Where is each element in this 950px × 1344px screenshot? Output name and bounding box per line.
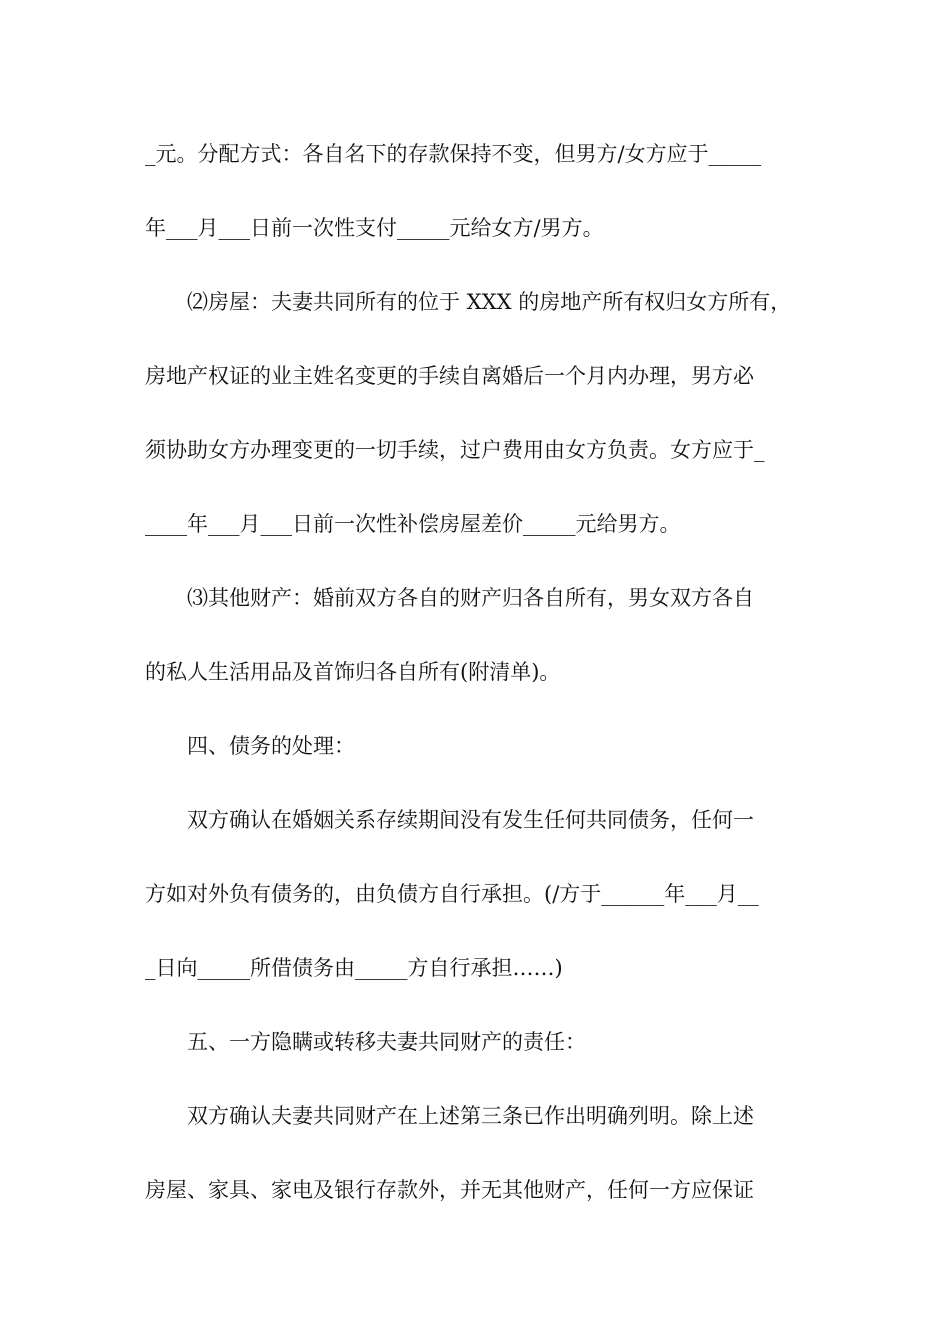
text-line: 年___月___日前一次性支付_____元给女方/男方。 <box>145 216 604 240</box>
text-line: ⑵房屋：夫妻共同所有的位于 XXX 的房地产所有权归女方所有， <box>145 290 792 314</box>
text-line: 房地产权证的业主姓名变更的手续自离婚后一个月内办理，男方必 <box>145 364 754 388</box>
text-line: 的私人生活用品及首饰归各自所有(附清单)。 <box>145 660 561 684</box>
text-line: _元。分配方式：各自名下的存款保持不变，但男方/女方应于_____ <box>145 142 762 166</box>
text-line: ⑶其他财产：婚前双方各自的财产归各自所有，男女双方各自 <box>145 586 754 610</box>
text-line: 双方确认夫妻共同财产在上述第三条已作出明确列明。除上述 <box>145 1104 754 1128</box>
text-line: 须协助女方办理变更的一切手续，过户费用由女方负责。女方应于_ <box>145 438 765 462</box>
text-line: 房屋、家具、家电及银行存款外，并无其他财产，任何一方应保证 <box>145 1178 754 1202</box>
section-heading: 五、一方隐瞒或转移夫妻共同财产的责任： <box>145 1030 586 1054</box>
text-line: 双方确认在婚姻关系存续期间没有发生任何共同债务，任何一 <box>145 808 754 832</box>
section-heading: 四、债务的处理： <box>145 734 355 758</box>
text-line: _日向_____所借债务由_____方自行承担……) <box>145 956 563 980</box>
text-line: ____年___月___日前一次性补偿房屋差价_____元给男方。 <box>145 512 681 536</box>
text-line: 方如对外负有债务的，由负债方自行承担。(/方于______年___月__ <box>145 882 759 906</box>
